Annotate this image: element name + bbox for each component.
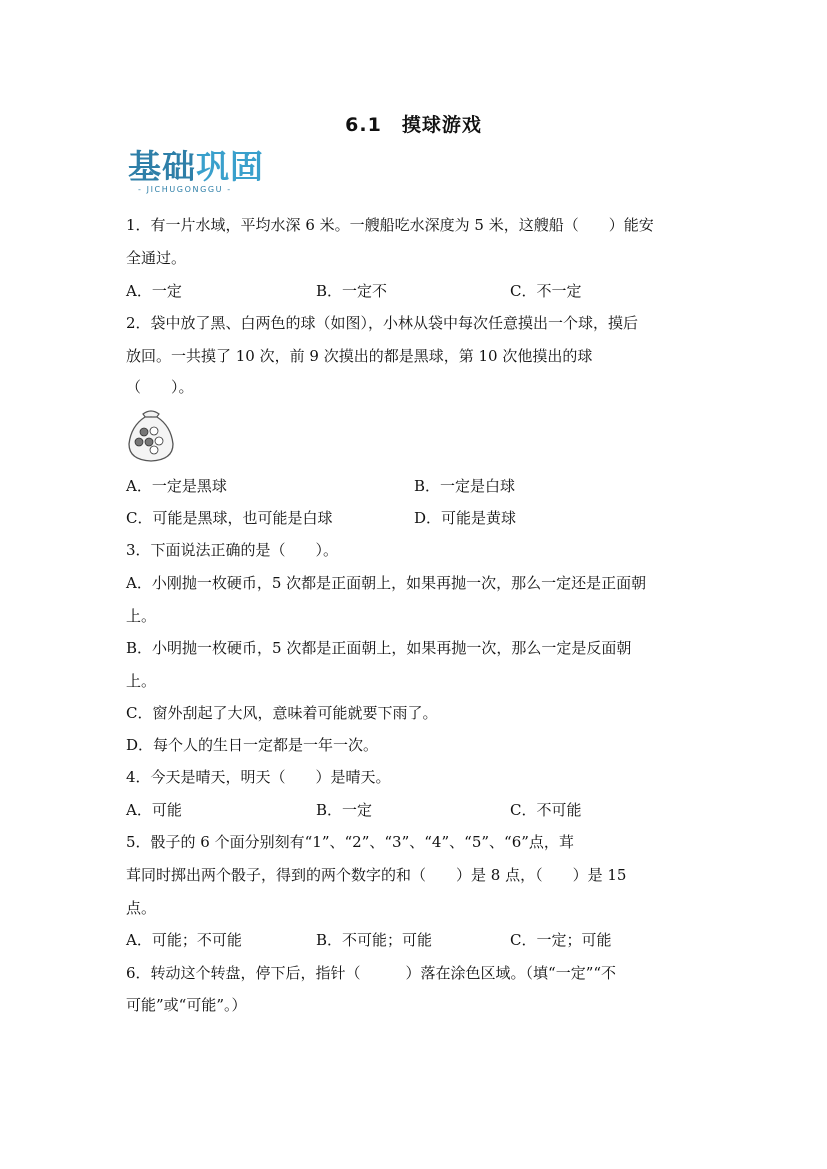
question-5-line-2: 茸同时掷出两个骰子，得到的两个数字的和（ ）是 8 点，（ ）是 15 (126, 866, 627, 884)
q4-option-b[interactable]: B．一定 (316, 801, 373, 819)
q3-option-a-line-1[interactable]: A．小刚抛一枚硬币，5 次都是正面朝上，如果再抛一次，那么一定还是正面朝 (126, 574, 647, 592)
q3-option-b-line-1[interactable]: B．小明抛一枚硬币，5 次都是正面朝上，如果再抛一次，那么一定是反面朝 (126, 639, 632, 657)
section-logo (128, 147, 278, 198)
question-2-line-1: 2．袋中放了黑、白两色的球（如图），小林从袋中每次任意摸出一个球，摸后 (126, 314, 639, 332)
q5-option-a[interactable]: A．可能；不可能 (126, 931, 242, 949)
q1-option-c[interactable]: C．不一定 (510, 282, 582, 300)
q3-option-d[interactable]: D．每个人的生日一定都是一年一次。 (126, 736, 379, 754)
question-4-line-1: 4．今天是晴天，明天（ ）是晴天。 (126, 768, 391, 786)
logo-text-part-2: 巩固 (196, 147, 264, 186)
q2-option-c[interactable]: C．可能是黑球，也可能是白球 (126, 509, 333, 527)
question-3-line-1: 3．下面说法正确的是（ ）。 (126, 541, 339, 559)
q5-option-b[interactable]: B．不可能；可能 (316, 931, 433, 949)
logo-subtitle: - JICHUGONGGU - (138, 185, 232, 194)
q1-option-b[interactable]: B．一定不 (316, 282, 388, 300)
question-6-line-2: 可能”或“可能”。） (126, 996, 247, 1014)
logo-text-part-1: 基础 (128, 147, 196, 186)
question-5-line-3: 点。 (126, 899, 157, 917)
page-title: 6.1 摸球游戏 (345, 114, 482, 136)
q2-option-a[interactable]: A．一定是黑球 (126, 477, 227, 495)
question-1-line-1: 1．有一片水域，平均水深 6 米。一艘船吃水深度为 5 米，这艘船（ ）能安 (126, 216, 654, 234)
logo-text (128, 147, 278, 186)
q2-option-d[interactable]: D．可能是黄球 (414, 509, 517, 527)
question-6-line-1: 6．转动这个转盘，停下后，指针（ ）落在涂色区域。（填“一定”“不 (126, 964, 617, 982)
q1-option-a[interactable]: A．一定 (126, 282, 182, 300)
question-5-line-1: 5．骰子的 6 个面分别刻有“1”、“2”、“3”、“4”、“5”、“6”点，茸 (126, 833, 574, 851)
q3-option-c[interactable]: C．窗外刮起了大风，意味着可能就要下雨了。 (126, 704, 438, 722)
question-2-line-2: 放回。一共摸了 10 次，前 9 次摸出的都是黑球，第 10 次他摸出的球 (126, 347, 593, 365)
bag-of-balls-icon (123, 404, 179, 466)
question-1-line-2: 全通过。 (126, 249, 187, 267)
q5-option-c[interactable]: C．一定；可能 (510, 931, 612, 949)
q4-option-c[interactable]: C．不可能 (510, 801, 582, 819)
q4-option-a[interactable]: A．可能 (126, 801, 182, 819)
q3-option-b-line-2[interactable]: 上。 (126, 672, 157, 690)
q3-option-a-line-2[interactable]: 上。 (126, 607, 157, 625)
question-2-line-3: （ ）。 (126, 378, 194, 396)
q2-option-b[interactable]: B．一定是白球 (414, 477, 516, 495)
